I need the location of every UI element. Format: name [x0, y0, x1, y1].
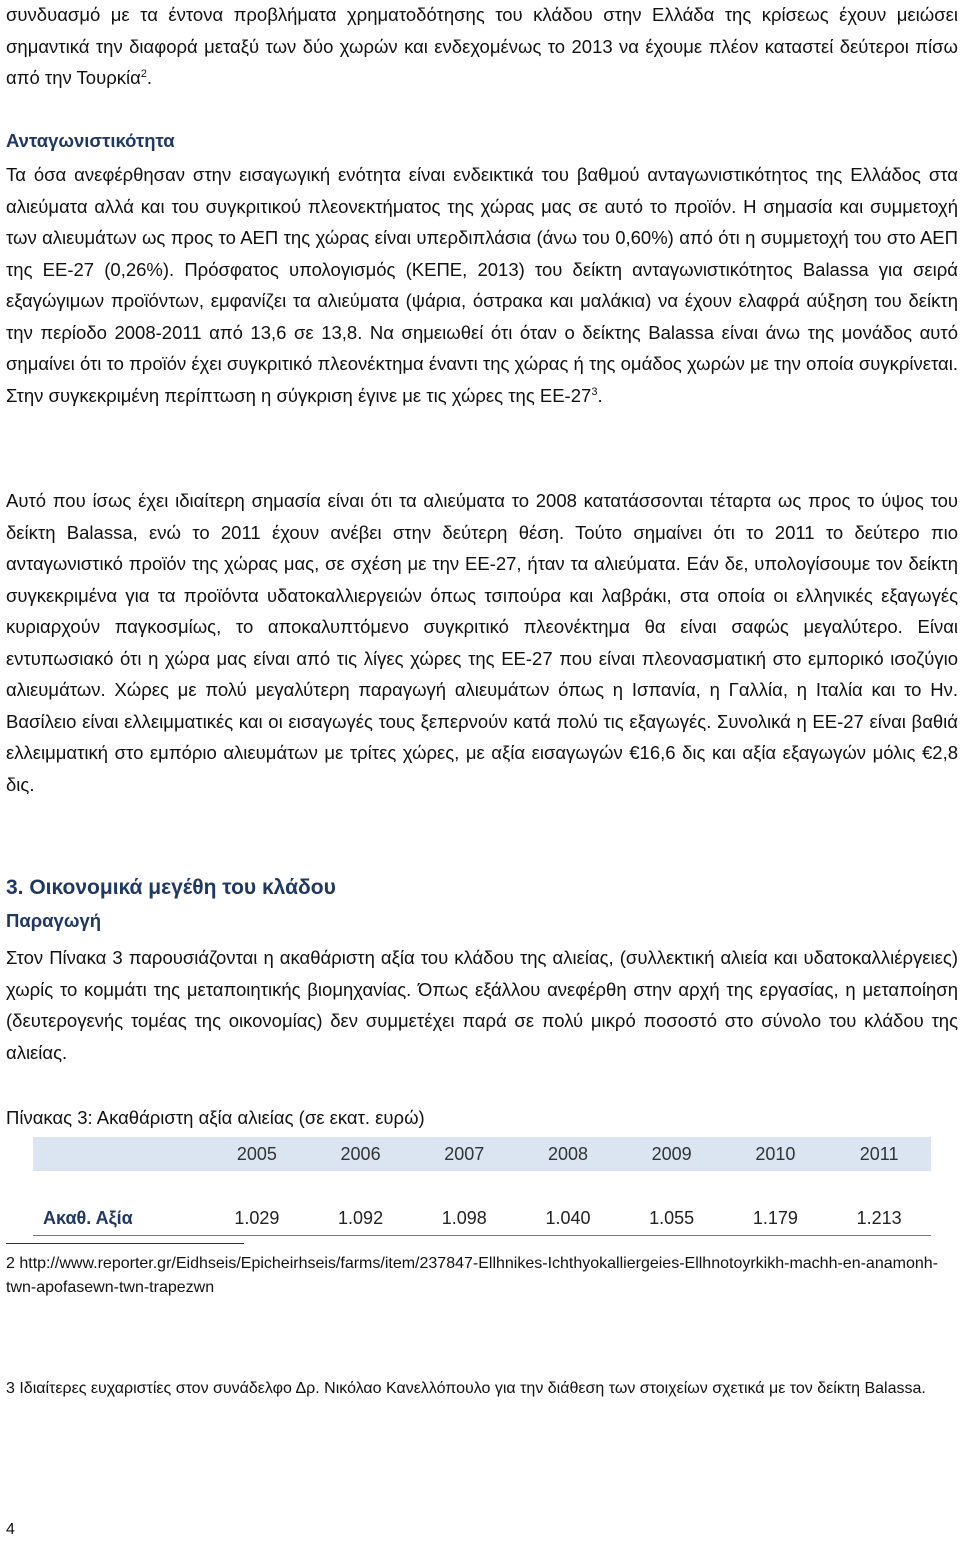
- section-3-heading: 3. Οικονομικά μεγέθη του κλάδου: [6, 876, 336, 899]
- competitiveness-paragraph-1: [6, 159, 958, 411]
- table-spacer-row: [33, 1171, 931, 1201]
- intro-end: .: [146, 67, 153, 88]
- table-row: [33, 1201, 931, 1236]
- footnote-ref-3[interactable]: 3: [591, 385, 598, 398]
- heading-competitiveness: Ανταγωνιστικότητα: [6, 130, 175, 151]
- value-cell: 1.055: [620, 1201, 724, 1236]
- footnote-ref-2[interactable]: 2: [140, 67, 147, 80]
- footnote-3: 3 Ιδιαίτερες ευχαριστίες στον συνάδελφο Δρ. Νικόλαο Κανελλόπουλο για την διάθεση των στοιχείων σχετικά με τον δείκτη Balassa.: [6, 1380, 926, 1397]
- competitiveness-p1-text: Τα όσα ανεφέρθησαν στην εισαγωγική ενότητα είναι ενδεικτικά του βαθμού ανταγωνιστικότητος της Ελλάδος στα αλιεύματα αλλά και του συγκριτικού πλεονεκτήματος της χώρας μας σε αυτό το προϊόν. Η σημασία και συμμετοχή των αλιευμάτων ως προς το ΑΕΠ της χώρας είναι υπερδιπλάσια (άνω του 0,60%) από ότι η συμμετοχή του στο ΑΕΠ της ΕΕ-27 (0,26%). Πρόσφατος υπολογισμός (ΚΕΠΕ, 2013) του δείκτη ανταγωνιστικότητος Balassa για σειρά εξαγώγιμων προϊόντων, εμφανίζει τα αλιεύματα (ψάρια, όστρακα και μαλάκια) να έχουν ελαφρά αύξηση του δείκτη την περίοδο 2008-2011 από 13,6 σε 13,8. Να σημειωθεί ότι όταν ο δείκτης Balassa είναι άνω της μονάδος αυτό σημαίνει ότι το προϊόν έχει συγκριτικό πλεονέκτημα έναντι της χώρας ή της ομάδος χωρών με την οποία συγκρίνεται. Στην συγκεκριμένη περίπτωση η σύγκριση έγινε με τις χώρες της ΕΕ-27: [6, 164, 958, 406]
- year-cell: 2007: [412, 1137, 516, 1171]
- value-cell: 1.098: [412, 1201, 516, 1236]
- subheading-production: Παραγωγή: [6, 910, 102, 931]
- year-cell: 2009: [620, 1137, 724, 1171]
- year-cell: 2006: [309, 1137, 413, 1171]
- year-cell: 2011: [827, 1137, 931, 1171]
- year-cell: 2005: [205, 1137, 309, 1171]
- value-cell: 1.092: [309, 1201, 413, 1236]
- competitiveness-p1-end: .: [597, 384, 603, 406]
- row-label: Ακαθ. Αξία: [33, 1201, 205, 1236]
- table-corner-cell: [33, 1137, 205, 1171]
- page-number: 4: [6, 1521, 15, 1538]
- intro-paragraph: [6, 0, 958, 94]
- year-cell: 2008: [516, 1137, 620, 1171]
- competitiveness-paragraph-2: Αυτό που ίσως έχει ιδιαίτερη σημασία είναι ότι τα αλιεύματα το 2008 κατατάσσονται τέταρτα ως προς το ύψος του δείκτη Balassa, ενώ το 2011 έχουν ανέβει στην δεύτερη θέση. Τούτο σημαίνει ότι το 2011 το δεύτερο πιο ανταγωνιστικό προϊόν της χώρας μας, σε σχέση με την ΕΕ-27, ήταν τα αλιεύματα. Εάν δε, υπολογίσουμε τον δείκτη συγκεκριμένα για τα προϊόντα υδατοκαλλιεργειών όπως τσιπούρα και λαβράκι, στα οποία οι ελληνικές εξαγωγές κυριαρχούν παγκοσμίως, το αποκαλυπτόμενο συγκριτικό πλεονέκτημα θα είναι σαφώς μεγαλύτερο. Είναι εντυπωσιακό ότι η χώρα μας είναι από τις λίγες χώρες της ΕΕ-27 που είναι πλεονασματική στο εμπορικό ισοζύγιο αλιευμάτων. Χώρες με πολύ μεγαλύτερη παραγωγή αλιευμάτων όπως η Ισπανία, η Γαλλία, η Ιταλία και το Ην. Βασίλειο είναι ελλειμματικές και οι εισαγωγές τους ξεπερνούν κατά πολύ τις εξαγωγές. Συνολικά η ΕΕ-27 είναι βαθιά ελλειμματική στο εμπόριο αλιευμάτων με τρίτες χώρες, με αξία εισαγωγών €16,6 δις και αξία εξαγωγών μόλις €2,8 δις.: [6, 490, 958, 795]
- value-cell: 1.179: [724, 1201, 828, 1236]
- value-cell: 1.213: [827, 1201, 931, 1236]
- value-cell: 1.029: [205, 1201, 309, 1236]
- gross-value-table: [33, 1137, 931, 1236]
- year-cell: 2010: [724, 1137, 828, 1171]
- footnote-2[interactable]: 2 http://www.reporter.gr/Eidhseis/Epicheirhseis/farms/item/237847-Ellhnikes-Ichthyokalliergeies-Ellhnotoyrkikh-machh-en-anamonh-twn-apofasewn-twn-trapezwn: [6, 1255, 938, 1296]
- intro-text: συνδυασμό με τα έντονα προβλήματα χρηματοδότησης του κλάδου στην Ελλάδα της κρίσεως έχουν μειώσει σημαντικά την διαφορά μεταξύ των δύο χωρών και ενδεχομένως το 2013 να έχουμε πλέον καταστεί δεύτεροι πίσω από την Τουρκία: [6, 4, 958, 88]
- table-caption: Πίνακας 3: Ακαθάριστη αξία αλιείας (σε εκατ. ευρώ): [6, 1107, 425, 1128]
- footnote-separator: [6, 1243, 244, 1244]
- production-paragraph: Στον Πίνακα 3 παρουσιάζονται η ακαθάριστη αξία του κλάδου της αλιείας, (συλλεκτική αλιεία και υδατοκαλλιέργειες) χωρίς το κομμάτι της μεταποιητικής βιομηχανίας. Όπως εξάλλου ανεφέρθη στην αρχή της εργασίας, η μεταποίηση (δευτερογενής τομέας της οικονομίας) δεν συμμετέχει παρά σε πολύ μικρό ποσοστό στο σύνολο του κλάδου της αλιείας.: [6, 947, 958, 1063]
- table-header-row: [33, 1137, 931, 1171]
- value-cell: 1.040: [516, 1201, 620, 1236]
